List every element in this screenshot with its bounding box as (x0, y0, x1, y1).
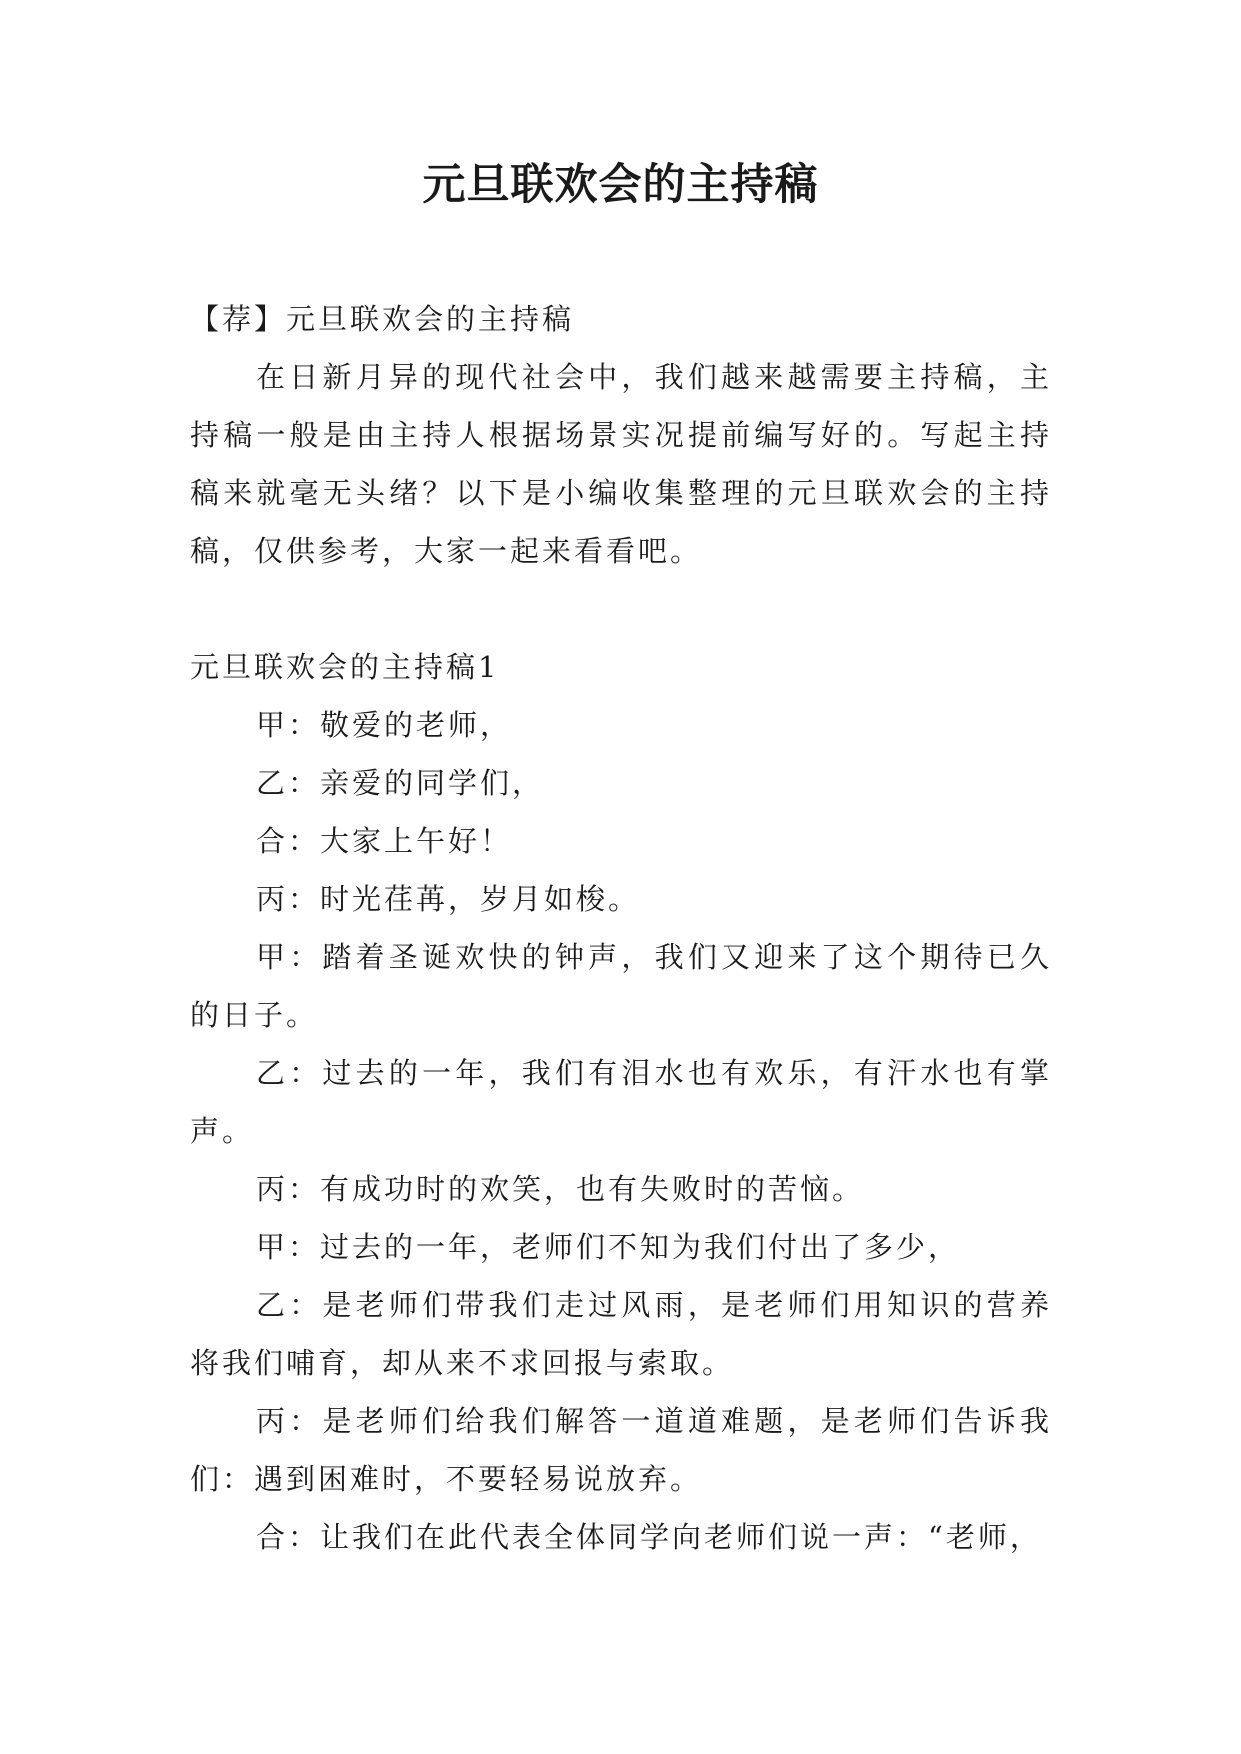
script-line: 乙：是老师们带我们走过风雨，是老师们用知识的营养将我们哺育，却从来不求回报与索取。 (190, 1288, 1052, 1380)
script-line: 乙：过去的一年，我们有泪水也有欢乐，有汗水也有掌声。 (190, 1056, 1052, 1148)
script-line: 丙：时光荏苒，岁月如梭。 (256, 882, 641, 916)
document-title: 元旦联欢会的主持稿 (422, 160, 819, 210)
script-line: 乙：亲爱的同学们， (256, 766, 545, 800)
script-line: 丙：是老师们给我们解答一道道难题，是老师们告诉我们：遇到困难时，不要轻易说放弃。 (190, 1404, 1052, 1496)
section-heading: 元旦联欢会的主持稿1 (190, 650, 500, 684)
paragraph-spacer (190, 580, 1052, 638)
document-body (190, 290, 1052, 1566)
script-line: 甲：踏着圣诞欢快的钟声，我们又迎来了这个期待已久的日子。 (190, 940, 1052, 1032)
script-line: 丙：有成功时的欢笑，也有失败时的苦恼。 (256, 1172, 865, 1206)
script-line: 甲：敬爱的老师， (256, 708, 513, 742)
script-line: 合：让我们在此代表全体同学向老师们说一声：“老师， (256, 1520, 1042, 1554)
script-line: 甲：过去的一年，老师们不知为我们付出了多少， (256, 1230, 961, 1264)
script-line: 合：大家上午好！ (256, 824, 513, 858)
recommend-line: 【荐】元旦联欢会的主持稿 (190, 302, 575, 336)
intro-paragraph: 在日新月异的现代社会中，我们越来越需要主持稿，主持稿一般是由主持人根据场景实况提前编写好的。写起主持稿来就毫无头绪？以下是小编收集整理的元旦联欢会的主持稿，仅供参考，大家一起来看看吧。 (190, 360, 1052, 568)
